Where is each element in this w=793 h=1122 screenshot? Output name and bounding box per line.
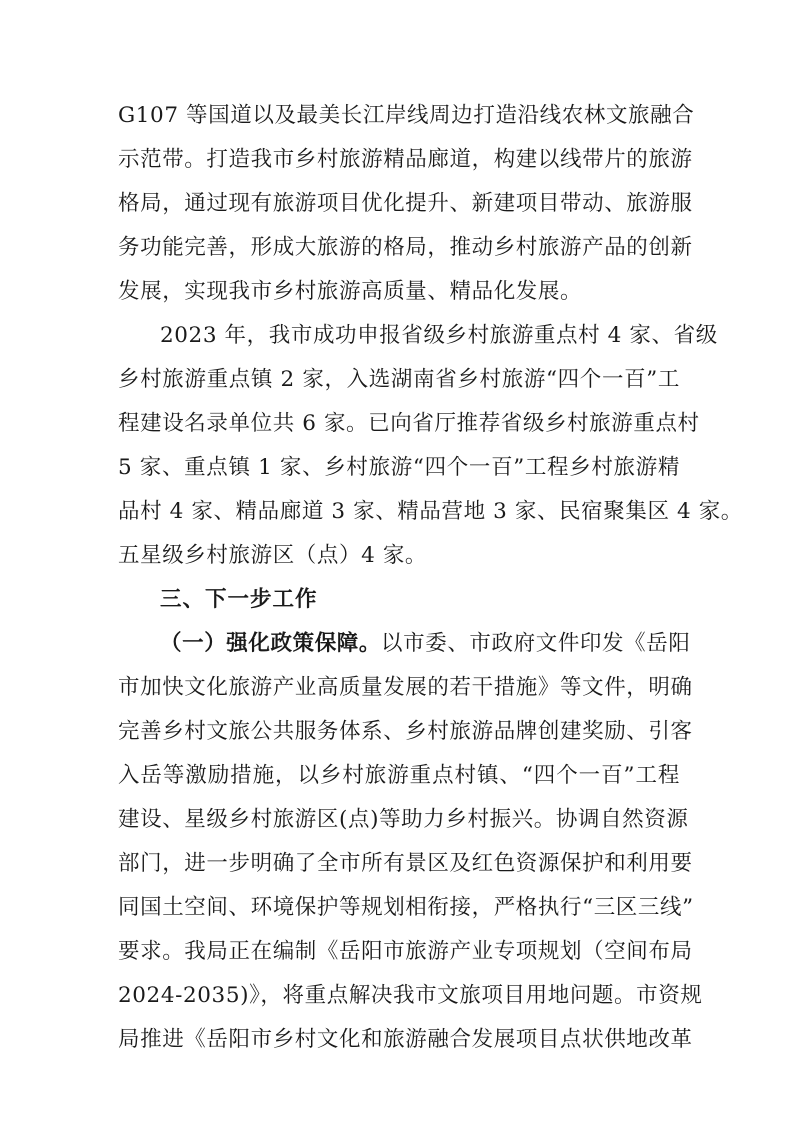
subsection-title: （一）强化政策保障。 — [160, 631, 382, 656]
paragraph-line: 务功能完善，形成大旅游的格局，推动乡村旅游产品的创新 — [118, 235, 693, 260]
paragraph-line: 2023 年，我市成功申报省级乡村旅游重点村 4 家、省级 — [160, 323, 718, 348]
paragraph-line: 五星级乡村旅游区（点）4 家。 — [118, 543, 428, 568]
paragraph-line: 示范带。打造我市乡村旅游精品廊道，构建以线带片的旅游 — [118, 147, 693, 172]
paragraph-line: 格局，通过现有旅游项目优化提升、新建项目带动、旅游服 — [118, 191, 693, 216]
paragraph-line: 同国土空间、环境保护等规划相衔接，严格执行“三区三线” — [118, 895, 694, 920]
paragraph-line: 要求。我局正在编制《岳阳市旅游产业专项规划（空间布局 — [118, 939, 693, 964]
paragraph-line: 品村 4 家、精品廊道 3 家、精品营地 3 家、民宿聚集区 4 家。 — [118, 499, 743, 524]
paragraph-line: 程建设名录单位共 6 家。已向省厅推荐省级乡村旅游重点村 — [118, 411, 700, 436]
paragraph-line: 发展，实现我市乡村旅游高质量、精品化发展。 — [118, 279, 583, 304]
paragraph-line: 2024-2035)》，将重点解决我市文旅项目用地问题。市资规 — [118, 983, 703, 1008]
paragraph-line: 乡村旅游重点镇 2 家，入选湖南省乡村旅游“四个一百”工 — [118, 367, 680, 392]
paragraph-line: 完善乡村文旅公共服务体系、乡村旅游品牌创建奖励、引客 — [118, 719, 693, 744]
paragraph-line: 市加快文化旅游产业高质量发展的若干措施》等文件，明确 — [118, 675, 693, 700]
subsection-first-line-text: 以市委、市政府文件印发《岳阳 — [381, 631, 691, 656]
paragraph-line: 局推进《岳阳市乡村文化和旅游融合发展项目点状供地改革 — [118, 1027, 693, 1052]
subsection-first-line — [160, 625, 691, 663]
paragraph-line: 5 家、重点镇 1 家、乡村旅游“四个一百”工程乡村旅游精 — [118, 455, 680, 480]
paragraph-line: 建设、星级乡村旅游区(点)等助力乡村振兴。协调自然资源 — [118, 807, 689, 832]
section-heading: 三、下一步工作 — [160, 587, 318, 612]
paragraph-line: 部门，进一步明确了全市所有景区及红色资源保护和利用要 — [118, 851, 693, 876]
paragraph-line: G107 等国道以及最美长江岸线周边打造沿线农林文旅融合 — [118, 103, 695, 128]
paragraph-line: 入岳等激励措施，以乡村旅游重点村镇、“四个一百”工程 — [118, 763, 680, 788]
